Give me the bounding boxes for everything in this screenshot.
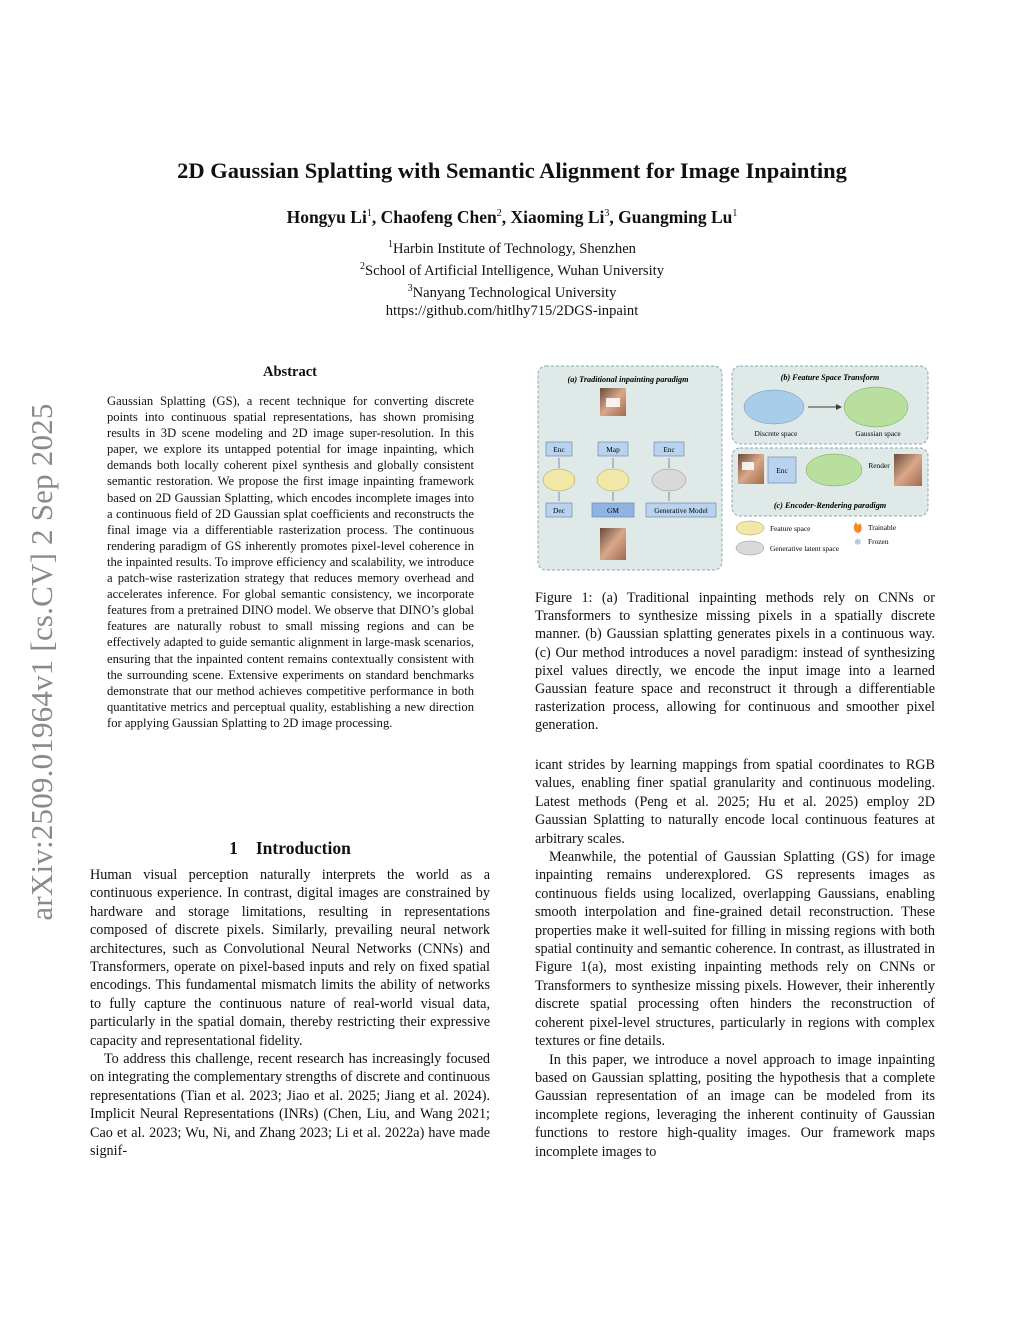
code-link[interactable]: https://github.com/hitlhy715/2DGS-inpaint: [385, 302, 639, 319]
discrete-cloud: [744, 390, 804, 424]
gaussian-space-label: Gaussian space: [855, 429, 901, 438]
panel-c-label: (c) Encoder-Rendering paradigm: [773, 501, 887, 510]
author: Chaofeng Chen$^2$,: [380, 207, 511, 227]
paragraph: In this paper, we introduce a novel approach to image inpainting based on Gaussian splatting, positing the hypothesis that a complete Gaussian representation of an image can be modeled from its incomplete regions, leveraging the inherent continuity of Gaussian functions to restore high-quality images. Our framework maps incomplete images to: [535, 1051, 935, 1160]
author-list: [0, 207, 1024, 228]
legend-feature-swatch: [736, 521, 764, 535]
affiliations: [0, 236, 1024, 320]
arxiv-identifier: arXiv:2509.01964v1 [cs.CV] 2 Sep 2025: [24, 403, 59, 921]
affiliation: $^3$Nanyang Technological University: [407, 282, 617, 301]
figure-diagram: [534, 362, 932, 574]
author: Guangming Lu$^1$: [618, 207, 738, 227]
paragraph: Human visual perception naturally interprets the world as a continuous experience. In contrast, digital images are constrained by hardware and storage limitations, resulting in representations composed of discrete pixels. Similarly, prevailing neural network architectures, such as Convolutional Neural Networks (CNNs) and Transformers, operate on pixel-based inputs and rely on fixed spatial encodings. This fundamental mismatch limits the ability of networks to fully capture the continuous nature of real-world visual data, particularly in the spatial domain, thereby restricting their expressive capacity and representational fidelity.: [90, 867, 490, 1049]
restored-face-image: [600, 528, 626, 560]
feature-cloud: [597, 469, 629, 491]
legend-latent-swatch: [736, 541, 764, 555]
panel-b-label: (b) Feature Space Transform: [780, 373, 880, 382]
panel-a: [538, 366, 722, 570]
dec-label: Dec: [553, 506, 565, 515]
section-heading: 1 Introduction: [229, 838, 351, 858]
flame-icon: [854, 522, 862, 533]
restored-face-image: [894, 454, 922, 486]
enc-label: Enc: [553, 445, 565, 454]
figure-caption: Figure 1: (a) Traditional inpainting methods rely on CNNs or Transformers to synthesize missing pixels in a spatially discrete manner. (b) Gaussian splatting generates pixels in a continuous way. (c) Our method introduces a novel paradigm: instead of synthesizing pixel values directly, we encode the input image into a learned Gaussian feature space and reconstruct it through a differentiable rasterization process, allowing for continuous and smoother pixel generation.: [535, 590, 935, 734]
abstract-body: Gaussian Splatting (GS), a recent technique for converting discrete points into continuous spatial representations, has shown promising results in 3D scene modeling and 2D image super-resolution. In this paper, we explore its untapped potential for image inpainting, which demands both locally coherent pixel synthesis and globally consistent semantic restoration. We propose the first image inpainting framework based on 2D Gaussian Splatting, which encodes incomplete images into a continuous field of 2D Gaussian splat coefficients and reconstructs the final image via a differentiable rasterization process. The continuous rendering paradigm of GS inherently promotes pixel-level coherence in the inpainted results. To improve efficiency and scalability, we introduce a patch-wise rasterization strategy that reduces memory overhead and accelerates inference. For global semantic consistency, we incorporate features from a pretrained DINO model. We observe that DINO’s global features are naturally robust to small missing regions and can be effectively adapted to guide semantic alignment in large-mask scenarios, ensuring that the inpainted content remains contextually consistent with the surrounding scene. Extensive experiments on standard benchmarks demonstrate that our method achieves competitive performance in both quantitative metrics and perceptual quality, establishing a new direction for applying Gaussian Splatting to 2D image processing.: [107, 394, 474, 730]
affiliation: $^1$Harbin Institute of Technology, Shenzhen: [388, 239, 636, 257]
gaussian-cloud: [806, 454, 862, 486]
enc-label: Enc: [776, 466, 788, 475]
panel-a-label: (a) Traditional inpainting paradigm: [567, 375, 689, 384]
map-label: Map: [606, 445, 620, 454]
legend-feature-label: Feature space: [770, 524, 811, 533]
legend-trainable-label: Trainable: [868, 523, 897, 532]
author: Hongyu Li$^1$,: [286, 207, 381, 227]
feature-cloud: [543, 469, 575, 491]
figure-1: [534, 362, 932, 574]
paragraph: To address this challenge, recent research has increasingly focused on integrating the complementary strengths of discrete and continuous representations (Tian et al. 2023; Jiao et al. 2025; Jiang et al. 2024). Implicit Neural Representations (INRs) (Chen, Liu, and Wang 2021; Cao et al. 2023; Wu, Ni, and Zhang 2023; Li et al. 2022a) have made signif-: [90, 1051, 490, 1160]
paper-title: 2D Gaussian Splatting with Semantic Alignment for Image Inpainting: [177, 158, 847, 183]
legend-latent-label: Generative latent space: [770, 544, 839, 553]
right-column-text: [535, 756, 935, 1161]
gaussian-cloud: [844, 387, 908, 427]
arxiv-side-stamp: [22, 382, 62, 942]
affiliation: $^2$School of Artificial Intelligence, Wuhan University: [359, 260, 665, 279]
enc-label: Enc: [663, 445, 675, 454]
paragraph: icant strides by learning mappings from spatial coordinates to RGB values, enabling finer spatial granularity and continuous modeling. Latest methods (Peng et al. 2025; Hu et al. 2025) employ 2D Gaussian Splatting to naturally encode local continuous features at arbitrary scales.: [535, 757, 935, 847]
intro-text: [90, 866, 490, 1161]
render-label: Render: [868, 461, 890, 470]
gm-label: GM: [607, 506, 619, 515]
latent-cloud: [652, 469, 686, 491]
generative-model-label: Generative Model: [654, 506, 708, 515]
paragraph: Meanwhile, the potential of Gaussian Splatting (GS) for image inpainting remains underexplored. GS represents images as continuous fields using localized, overlapping Gaussians, enabling smooth interpolation and fine-grained detail reconstruction. These properties make it well-suited for filling in missing regions with both spatial continuity and semantic coherence. In contrast, as illustrated in Figure 1(a), most existing inpainting methods rely on CNNs or Transformers to synthesize missing pixels. However, their inherently discrete spatial processing often hinders the reconstruction of coherent pixel-level structures, particularly in regions with complex textures or fine details.: [535, 849, 935, 1050]
mask-region: [742, 462, 754, 470]
mask-region: [606, 398, 620, 407]
snowflake-icon: ❄: [854, 538, 862, 548]
author: Xiaoming Li$^3$,: [510, 207, 619, 227]
legend-frozen-label: Frozen: [868, 537, 889, 546]
abstract-heading: Abstract: [263, 364, 317, 380]
discrete-space-label: Discrete space: [754, 429, 798, 438]
